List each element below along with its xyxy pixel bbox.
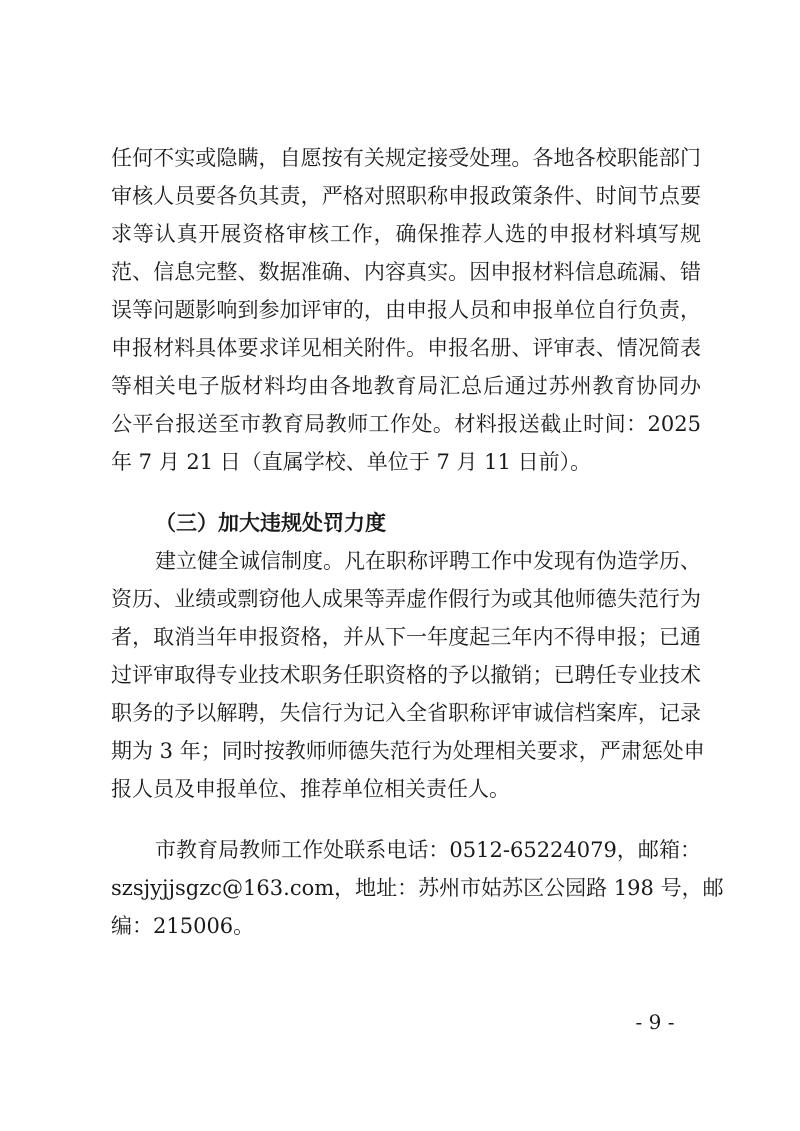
text-line: 报人员及申报单位、推荐单位相关责任人。 — [111, 777, 510, 801]
contact-postcode-line: 编：215006。 — [111, 914, 255, 938]
text-line: 资历、业绩或剽窃他人成果等弄虚作假行为或其他师德失范行为 — [111, 587, 701, 611]
text-line: 期为 3 年；同时按教师师德失范行为处理相关要求，严肃惩处申 — [111, 739, 705, 763]
section-heading: （三）加大违规处罚力度 — [155, 511, 386, 535]
text-line: 年 7 月 21 日（直属学校、单位于 7 月 11 日前）。 — [111, 450, 592, 474]
contact-phone-email-line: 市教育局教师工作处联系电话：0512-65224079，邮箱： — [155, 838, 701, 862]
text-line: 职务的予以解聘，失信行为记入全省职称评审诚信档案库，记录 — [111, 701, 701, 725]
text-line: 范、信息完整、数据准确、内容真实。因申报材料信息疏漏、错 — [111, 260, 701, 284]
contact-address-line: szsjyjjsgzc@163.com，地址：苏州市姑苏区公园路 198 号，邮 — [111, 876, 724, 900]
text-line: 过评审取得专业技术职务任职资格的予以撤销；已聘任专业技术 — [111, 663, 701, 687]
text-line: 者，取消当年申报资格，并从下一年度起三年内不得申报；已通 — [111, 625, 701, 649]
text-line: 等相关电子版材料均由各地教育局汇总后通过苏州教育协同办 — [111, 374, 701, 398]
text-line: 建立健全诚信制度。凡在职称评聘工作中发现有伪造学历、 — [155, 549, 701, 573]
page-number: - 9 - — [635, 1010, 675, 1034]
text-line: 公平台报送至市教育局教师工作处。材料报送截止时间：2025 — [111, 412, 701, 436]
text-line: 误等问题影响到参加评审的，由申报人员和申报单位自行负责， — [111, 298, 701, 322]
text-line: 申报材料具体要求详见相关附件。申报名册、评审表、情况简表 — [111, 336, 701, 360]
text-line: 审核人员要各负其责，严格对照职称申报政策条件、时间节点要 — [111, 184, 701, 208]
text-line: 任何不实或隐瞒，自愿按有关规定接受处理。各地各校职能部门 — [111, 146, 701, 170]
text-line: 求等认真开展资格审核工作，确保推荐人选的申报材料填写规 — [111, 222, 701, 246]
